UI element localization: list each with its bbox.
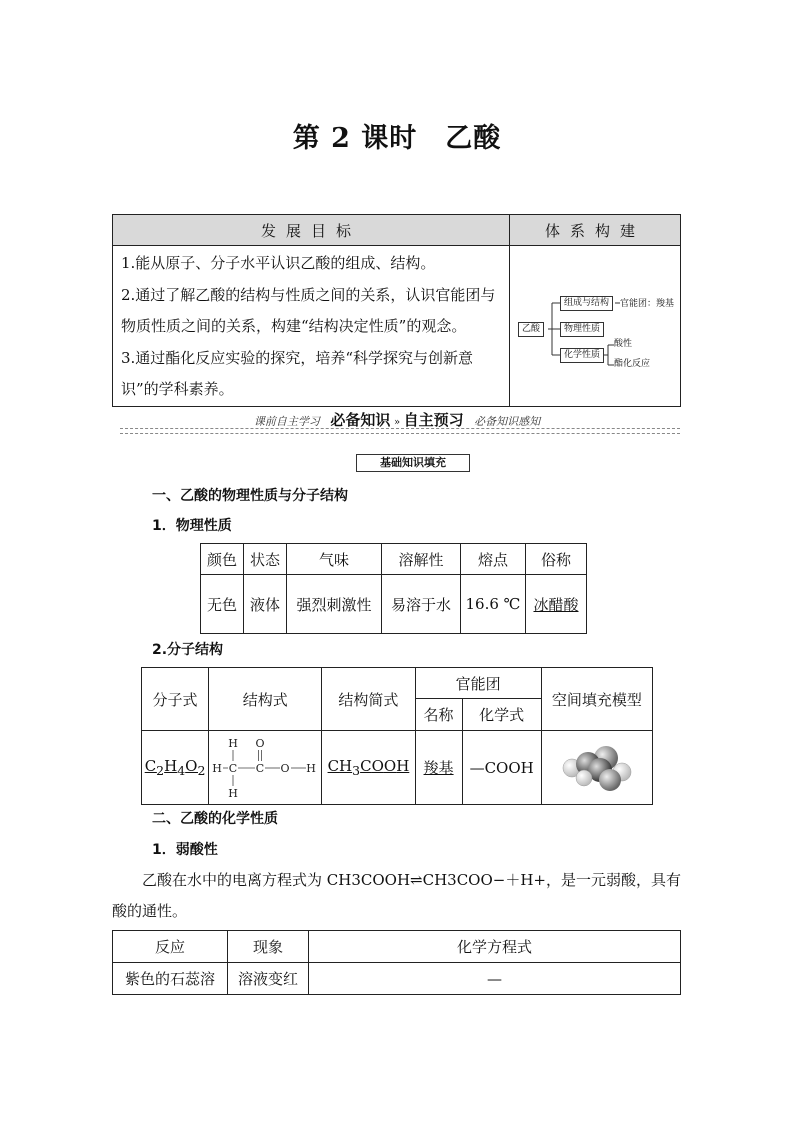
concept-root: 乙酸 xyxy=(518,322,544,337)
concept-leaf-esterification: 酯化反应 xyxy=(614,359,651,369)
acid-cell-reaction: 紫色的石蕊溶 xyxy=(113,963,228,995)
struct-header-structural: 结构式 xyxy=(209,668,322,731)
banner-arrow-icon: » xyxy=(393,417,401,428)
phys-header-solubility: 溶解性 xyxy=(382,544,461,575)
phys-cell-solubility: 易溶于水 xyxy=(382,575,461,634)
concept-branch-structure: 组成与结构 xyxy=(560,296,613,311)
struct-cell-structural xyxy=(209,731,322,805)
struct-header-group-formula: 化学式 xyxy=(462,699,541,731)
phys-cell-common-name: 冰醋酸 xyxy=(526,575,587,634)
section1-heading: 一、乙酸的物理性质与分子结构 xyxy=(152,488,348,504)
acid-cell-phenomenon: 溶液变红 xyxy=(228,963,309,995)
phys-cell-mp: 16.6 ℃ xyxy=(461,575,526,634)
section2-sub1: 1．弱酸性 xyxy=(152,842,218,858)
struct-cell-model xyxy=(541,731,652,805)
banner-middle-b: 自主预习 xyxy=(403,411,464,429)
goal-item-1: 1.能从原子、分子水平认识乙酸的组成、结构。 xyxy=(121,254,436,272)
struct-header-model: 空间填充模型 xyxy=(541,668,652,731)
svg-text:C: C xyxy=(229,761,238,775)
struct-header-formula: 分子式 xyxy=(142,668,209,731)
struct-cell-formula xyxy=(142,731,209,805)
svg-text:H: H xyxy=(306,761,317,775)
phys-cell-color: 无色 xyxy=(201,575,244,634)
phys-header-color: 颜色 xyxy=(201,544,244,575)
section2-heading: 二、乙酸的化学性质 xyxy=(152,811,278,827)
concept-branch-physical: 物理性质 xyxy=(560,322,604,337)
acid-header-reaction: 反应 xyxy=(113,931,228,963)
phys-header-common-name: 俗称 xyxy=(526,544,587,575)
acidity-table xyxy=(112,930,681,995)
acid-cell-equation: — xyxy=(309,963,681,995)
acid-header-phenomenon: 现象 xyxy=(228,931,309,963)
concept-leaf-acidity: 酸性 xyxy=(614,339,633,349)
phys-header-odor: 气味 xyxy=(287,544,382,575)
struct-cell-group-formula: —COOH xyxy=(462,731,541,805)
svg-text:O: O xyxy=(280,761,290,775)
concept-map-cell xyxy=(510,246,681,407)
struct-header-group: 官能团 xyxy=(415,668,541,699)
phys-cell-odor: 强烈刺激性 xyxy=(287,575,382,634)
phys-header-mp: 熔点 xyxy=(461,544,526,575)
page-title: 第 2 课时 乙酸 xyxy=(292,123,502,154)
struct-cell-simple: $CH_3COOH$ xyxy=(322,731,415,805)
acid-header-equation: 化学方程式 xyxy=(309,931,681,963)
phys-header-state: 状态 xyxy=(244,544,287,575)
banner-right: 必备知识感知 xyxy=(474,415,541,428)
section1-sub2: 2.分子结构 xyxy=(152,642,224,658)
structural-formula-drawing xyxy=(211,733,319,803)
goals-list xyxy=(113,246,510,407)
concept-header: 体系构建 xyxy=(510,215,681,246)
svg-text:C: C xyxy=(256,761,265,775)
goals-table xyxy=(112,214,681,407)
phys-cell-state: 液体 xyxy=(244,575,287,634)
banner-left: 课前自主学习 xyxy=(253,415,320,428)
banner-middle-a: 必备知识 xyxy=(330,411,391,429)
concept-map xyxy=(510,251,680,401)
goal-item-3: 3.通过酯化反应实验的探究，培养“科学探究与创新意识”的学科素养。 xyxy=(121,348,473,398)
svg-text:H: H xyxy=(228,786,239,800)
space-filling-model-image xyxy=(560,738,634,798)
section2-paragraph: 乙酸在水中的电离方程式为 CH3COOH⇌CH3COO−＋H+，是一元弱酸，具有酸的通性。 xyxy=(112,871,681,920)
sub-section-tag: 基础知识填充 xyxy=(356,454,470,472)
svg-text:O: O xyxy=(255,736,265,750)
concept-branch-chemical: 化学性质 xyxy=(560,348,604,363)
concept-leaf-group: 官能团：羧基 xyxy=(620,299,675,309)
struct-cell-group-name: 羧基 xyxy=(415,731,462,805)
molecular-structure-table xyxy=(141,667,653,805)
section-banner xyxy=(0,409,794,430)
molecular-formula: $C_2H_4O_2$ xyxy=(144,757,206,778)
svg-text:H: H xyxy=(212,761,223,775)
section1-sub1: 1．物理性质 xyxy=(152,518,232,534)
struct-header-simple: 结构简式 xyxy=(322,668,415,731)
svg-text:H: H xyxy=(228,736,239,750)
struct-header-group-name: 名称 xyxy=(415,699,462,731)
physical-properties-table xyxy=(200,543,587,634)
goals-header: 发展目标 xyxy=(113,215,510,246)
goal-item-2: 2.通过了解乙酸的结构与性质之间的关系，认识官能团与物质性质之间的关系，构建“结构决定性质”的观念。 xyxy=(121,285,496,335)
